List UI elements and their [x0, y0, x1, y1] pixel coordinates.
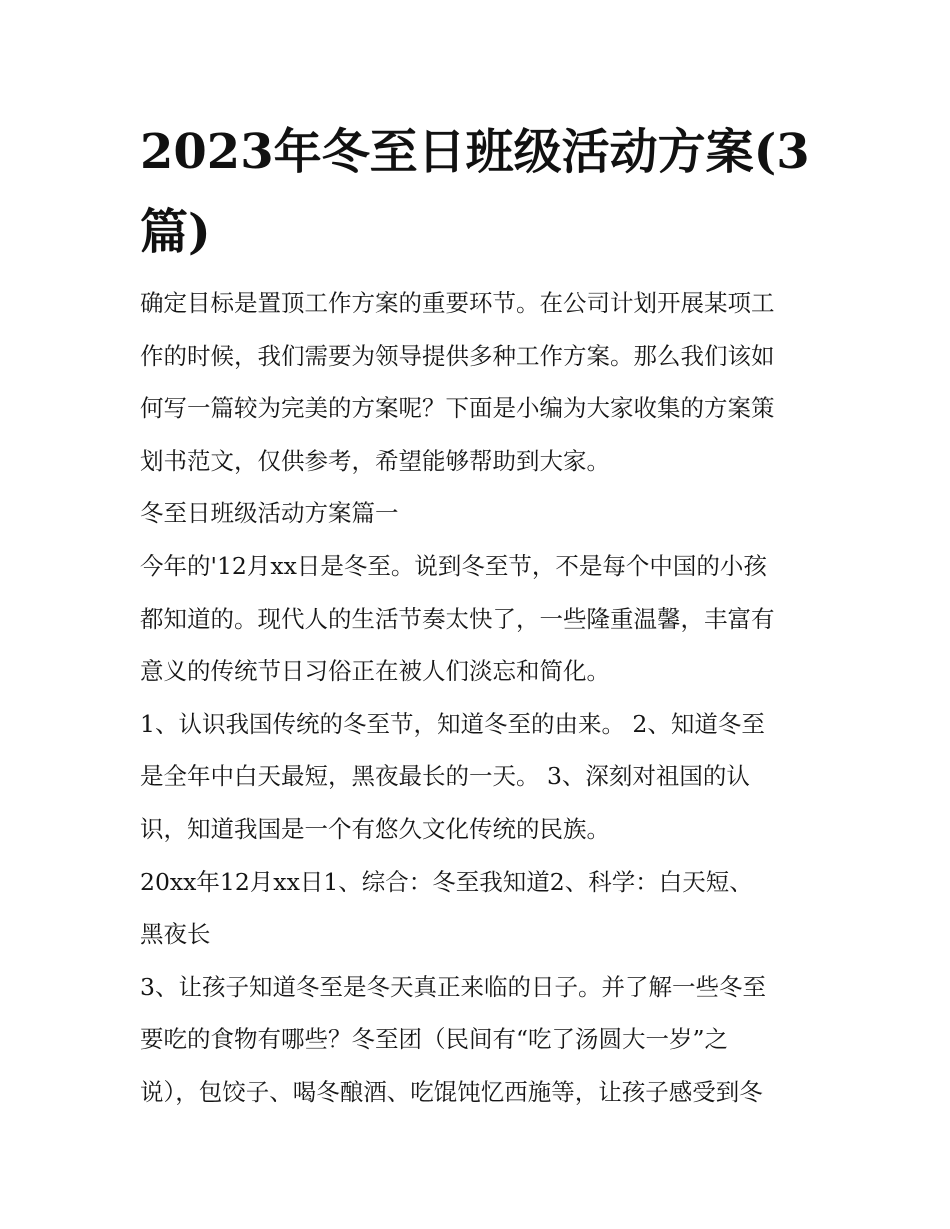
- body-line: 划书范文，仅供参考，希望能够帮助到大家。: [140, 446, 610, 475]
- body-line: 要吃的食物有哪些？冬至团（民间有“吃了汤圆大一岁”之: [140, 1025, 729, 1054]
- document-body: [140, 277, 830, 1119]
- body-line: 说），包饺子、喝冬酿酒、吃馄饨忆西施等，让孩子感受到冬: [140, 1077, 763, 1106]
- body-line: 黑夜长: [140, 920, 211, 949]
- body-line: 何写一篇较为完美的方案呢？下面是小编为大家收集的方案策: [140, 394, 775, 423]
- body-line: 1、认识我国传统的冬至节，知道冬至的由来。 2、知道冬至: [140, 709, 765, 738]
- title-line-1: 2023年冬至日班级活动方案(3: [140, 124, 810, 180]
- section-heading: 冬至日班级活动方案篇一: [140, 499, 399, 528]
- title-line-2: 篇): [140, 204, 211, 260]
- body-line: 20xx年12月xx日1、综合：冬至我知道2、科学：白天短、: [140, 867, 753, 896]
- body-line: 识，知道我国是一个有悠久文化传统的民族。: [140, 814, 610, 843]
- body-line: 作的时候，我们需要为领导提供多种工作方案。那么我们该如: [140, 341, 775, 370]
- body-line: 都知道的。现代人的生活节奏太快了，一些隆重温馨，丰富有: [140, 604, 775, 633]
- document-title: [140, 112, 820, 272]
- body-line: 确定目标是置顶工作方案的重要环节。在公司计划开展某项工: [140, 289, 775, 317]
- body-line: 3、让孩子知道冬至是冬天真正来临的日子。并了解一些冬至: [140, 972, 766, 1001]
- body-line: 意义的传统节日习俗正在被人们淡忘和简化。: [140, 657, 610, 686]
- body-line: 是全年中白天最短，黑夜最长的一天。 3、深刻对祖国的认: [140, 762, 750, 791]
- body-line: 今年的'12月xx日是冬至。说到冬至节，不是每个中国的小孩: [140, 551, 767, 580]
